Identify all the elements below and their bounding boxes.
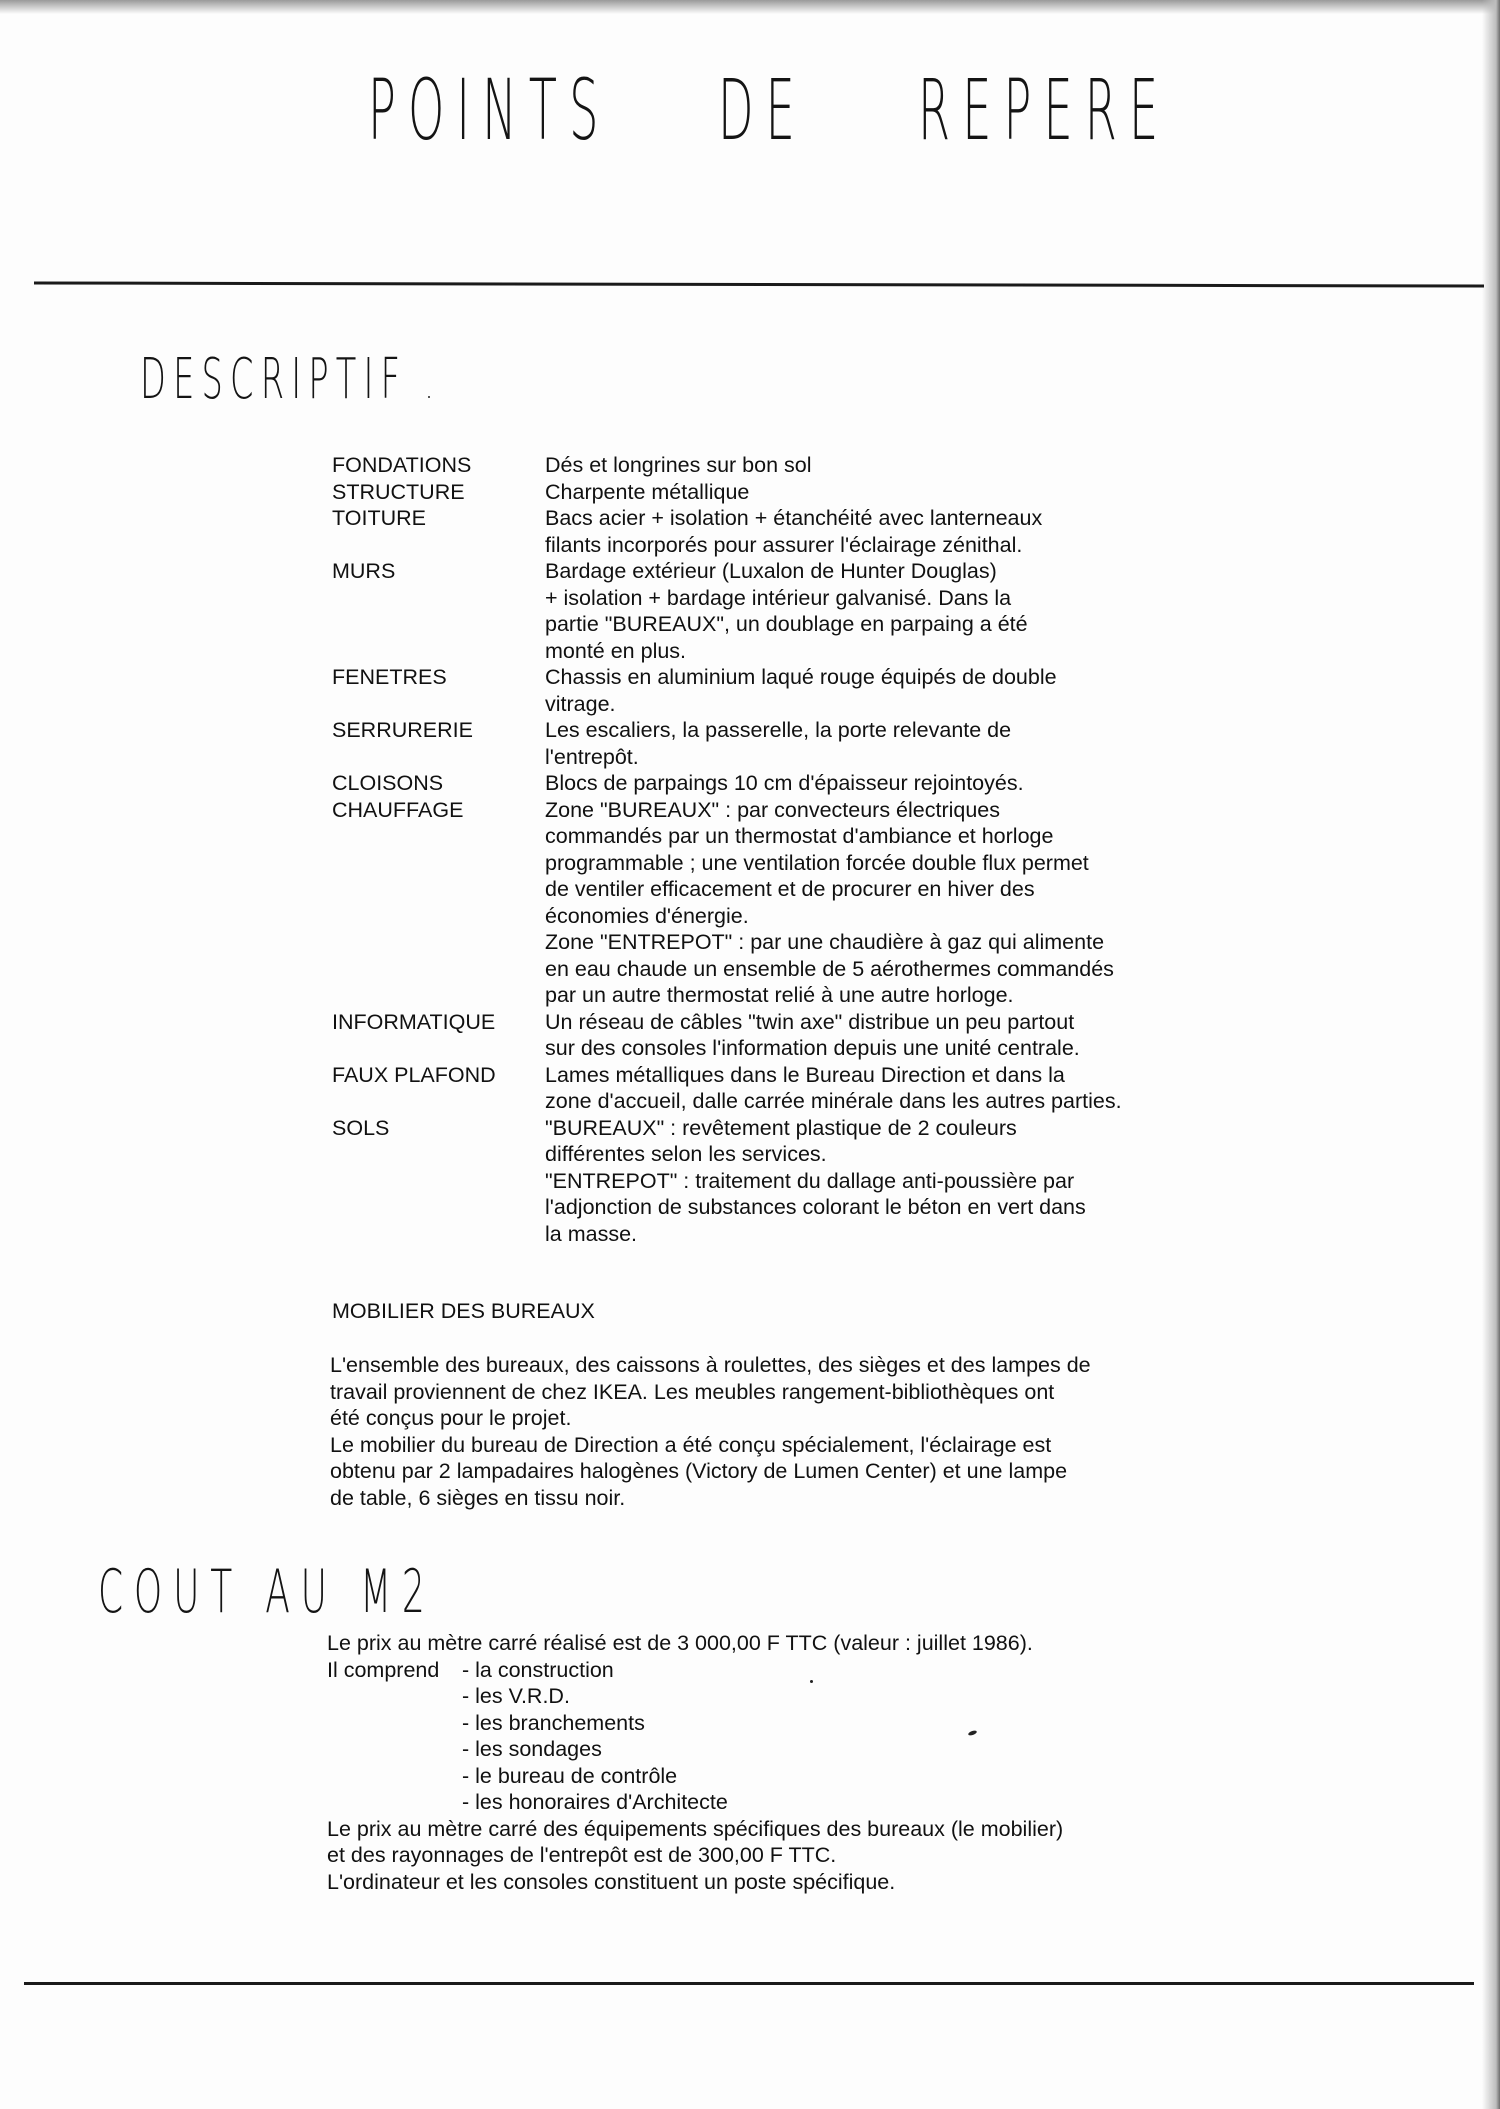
spec-line: Bacs acier + isolation + étanchéité avec lanterneaux	[545, 506, 1043, 530]
spec-line: Un réseau de câbles "twin axe" distribue un peu partout	[545, 1009, 1075, 1034]
spec-row-murs	[332, 558, 1232, 664]
spec-line: monté en plus.	[545, 638, 687, 663]
descriptif-heading: DESCRIPTIF	[140, 347, 408, 412]
spec-line: Dés et longrines sur bon sol	[545, 453, 812, 477]
spec-text	[545, 1115, 1145, 1248]
spec-row-fondations	[332, 452, 1232, 479]
spec-row-toiture	[332, 505, 1232, 558]
spec-line: Chassis en aluminium laqué rouge équipés de double	[545, 665, 1057, 689]
spec-text	[545, 1062, 1145, 1115]
spec-label: SERRURERIE	[332, 718, 473, 742]
top-divider	[34, 281, 1484, 287]
spec-table	[332, 452, 1232, 1247]
mobilier-line: travail proviennent de chez IKEA. Les meubles rangement-bibliothèques ont	[330, 1379, 1055, 1404]
closing-line: Le prix au mètre carré des équipements spécifiques des bureaux (le mobilier)	[327, 1816, 1064, 1841]
spec-row-informatique	[332, 1009, 1232, 1062]
spec-label: CHAUFFAGE	[332, 797, 464, 822]
spec-line: Blocs de parpaings 10 cm d'épaisseur rejointoyés.	[545, 771, 1024, 795]
spec-line: Les escaliers, la passerelle, la porte relevante de	[545, 718, 1012, 742]
mobilier-heading: MOBILIER DES BUREAUX	[332, 1299, 595, 1323]
mobilier-line: Le mobilier du bureau de Direction a été conçu spécialement, l'éclairage est	[330, 1432, 1052, 1457]
mobilier-line: été conçus pour le projet.	[330, 1406, 572, 1430]
spec-line: différentes selon les services.	[545, 1142, 827, 1166]
spec-label: INFORMATIQUE	[332, 1009, 496, 1034]
includes-label: Il comprend	[327, 1657, 440, 1682]
list-item: - la construction	[462, 1657, 614, 1682]
spec-line: de ventiler efficacement et de procurer en hiver des	[545, 877, 1035, 901]
mobilier-line: obtenu par 2 lampadaires halogènes (Victory de Lumen Center) et une lampe	[330, 1459, 1068, 1483]
spec-row-fenetres	[332, 664, 1232, 717]
spec-line: "ENTREPOT" : traitement du dallage anti-poussière par	[545, 1168, 1075, 1193]
scan-speck	[810, 1680, 813, 1683]
spec-line: Charpente métallique	[545, 479, 750, 504]
spec-row-sols	[332, 1115, 1232, 1248]
includes-list	[462, 1657, 728, 1816]
spec-line: Zone "ENTREPOT" : par une chaudière à gaz qui alimente	[545, 930, 1105, 954]
list-item: - les honoraires d'Architecte	[462, 1790, 728, 1814]
spec-line: Zone "BUREAUX" : par convecteurs électriques	[545, 797, 1001, 822]
list-item: - les sondages	[462, 1737, 602, 1761]
spec-line: en eau chaude un ensemble de 5 aérothermes commandés	[545, 956, 1114, 981]
mobilier-line: L'ensemble des bureaux, des caissons à roulettes, des sièges et des lampes de	[330, 1353, 1091, 1377]
spec-line: sur des consoles l'information depuis une unité centrale.	[545, 1036, 1080, 1060]
spec-text	[545, 717, 1145, 770]
price-line: Le prix au mètre carré réalisé est de 3 000,00 F TTC (valeur : juillet 1986).	[327, 1631, 1033, 1655]
page-title	[0, 60, 1500, 170]
spec-line: + isolation + bardage intérieur galvanisé. Dans la	[545, 585, 1012, 610]
list-item: - les branchements	[462, 1710, 645, 1735]
spec-label: TOITURE	[332, 506, 426, 530]
spec-text	[545, 770, 1145, 797]
scan-speck	[428, 396, 430, 398]
spec-line: "BUREAUX" : revêtement plastique de 2 couleurs	[545, 1115, 1017, 1140]
title-word-1: POINTS	[368, 61, 611, 159]
closing-line: L'ordinateur et les consoles constituent un poste spécifique.	[327, 1869, 896, 1894]
spec-text	[545, 1009, 1145, 1062]
spec-text	[545, 797, 1145, 1009]
cout-heading: COUT AU M2	[98, 1557, 436, 1627]
includes-row	[327, 1657, 1227, 1816]
spec-line: programmable ; une ventilation forcée double flux permet	[545, 850, 1089, 875]
title-word-2: DE	[718, 61, 807, 159]
scan-edge-right	[1482, 0, 1500, 2109]
spec-label: MURS	[332, 559, 396, 583]
spec-row-serrurerie	[332, 717, 1232, 770]
spec-line: économies d'énergie.	[545, 903, 749, 928]
spec-line: l'entrepôt.	[545, 744, 639, 769]
spec-label: FAUX PLAFOND	[332, 1062, 496, 1087]
spec-row-structure	[332, 479, 1232, 506]
spec-line: vitrage.	[545, 691, 616, 716]
spec-label: FONDATIONS	[332, 453, 472, 477]
title-word-3: REPERE	[918, 61, 1171, 159]
list-item: - les V.R.D.	[462, 1684, 570, 1708]
spec-text	[545, 479, 1145, 506]
spec-line: zone d'accueil, dalle carrée minérale dans les autres parties.	[545, 1089, 1122, 1113]
spec-line: l'adjonction de substances colorant le béton en vert dans	[545, 1195, 1086, 1219]
spec-line: Lames métalliques dans le Bureau Direction et dans la	[545, 1062, 1065, 1087]
spec-line: filants incorporés pour assurer l'éclairage zénithal.	[545, 532, 1023, 557]
spec-line: partie "BUREAUX", un doublage en parpaing a été	[545, 612, 1028, 636]
spec-text	[545, 558, 1145, 664]
spec-row-cloisons	[332, 770, 1232, 797]
spec-label: CLOISONS	[332, 771, 444, 795]
spec-line: par un autre thermostat relié à une autre horloge.	[545, 983, 1014, 1007]
cout-text	[327, 1630, 1227, 1895]
spec-line: la masse.	[545, 1221, 638, 1246]
spec-row-faux-plafond	[332, 1062, 1232, 1115]
spec-text	[545, 664, 1145, 717]
scan-edge-top	[0, 0, 1500, 14]
spec-row-chauffage	[332, 797, 1232, 1009]
bottom-divider	[24, 1982, 1474, 1985]
spec-line: Bardage extérieur (Luxalon de Hunter Douglas)	[545, 559, 997, 583]
spec-label: SOLS	[332, 1115, 390, 1140]
closing-line: et des rayonnages de l'entrepôt est de 300,00 F TTC.	[327, 1843, 837, 1867]
spec-text	[545, 505, 1145, 558]
spec-line: commandés par un thermostat d'ambiance et horloge	[545, 824, 1054, 848]
list-item: - le bureau de contrôle	[462, 1763, 678, 1788]
spec-label: STRUCTURE	[332, 479, 465, 504]
spec-text	[545, 452, 1145, 479]
mobilier-line: de table, 6 sièges en tissu noir.	[330, 1485, 626, 1510]
mobilier-text	[330, 1352, 1230, 1511]
spec-label: FENETRES	[332, 665, 447, 689]
